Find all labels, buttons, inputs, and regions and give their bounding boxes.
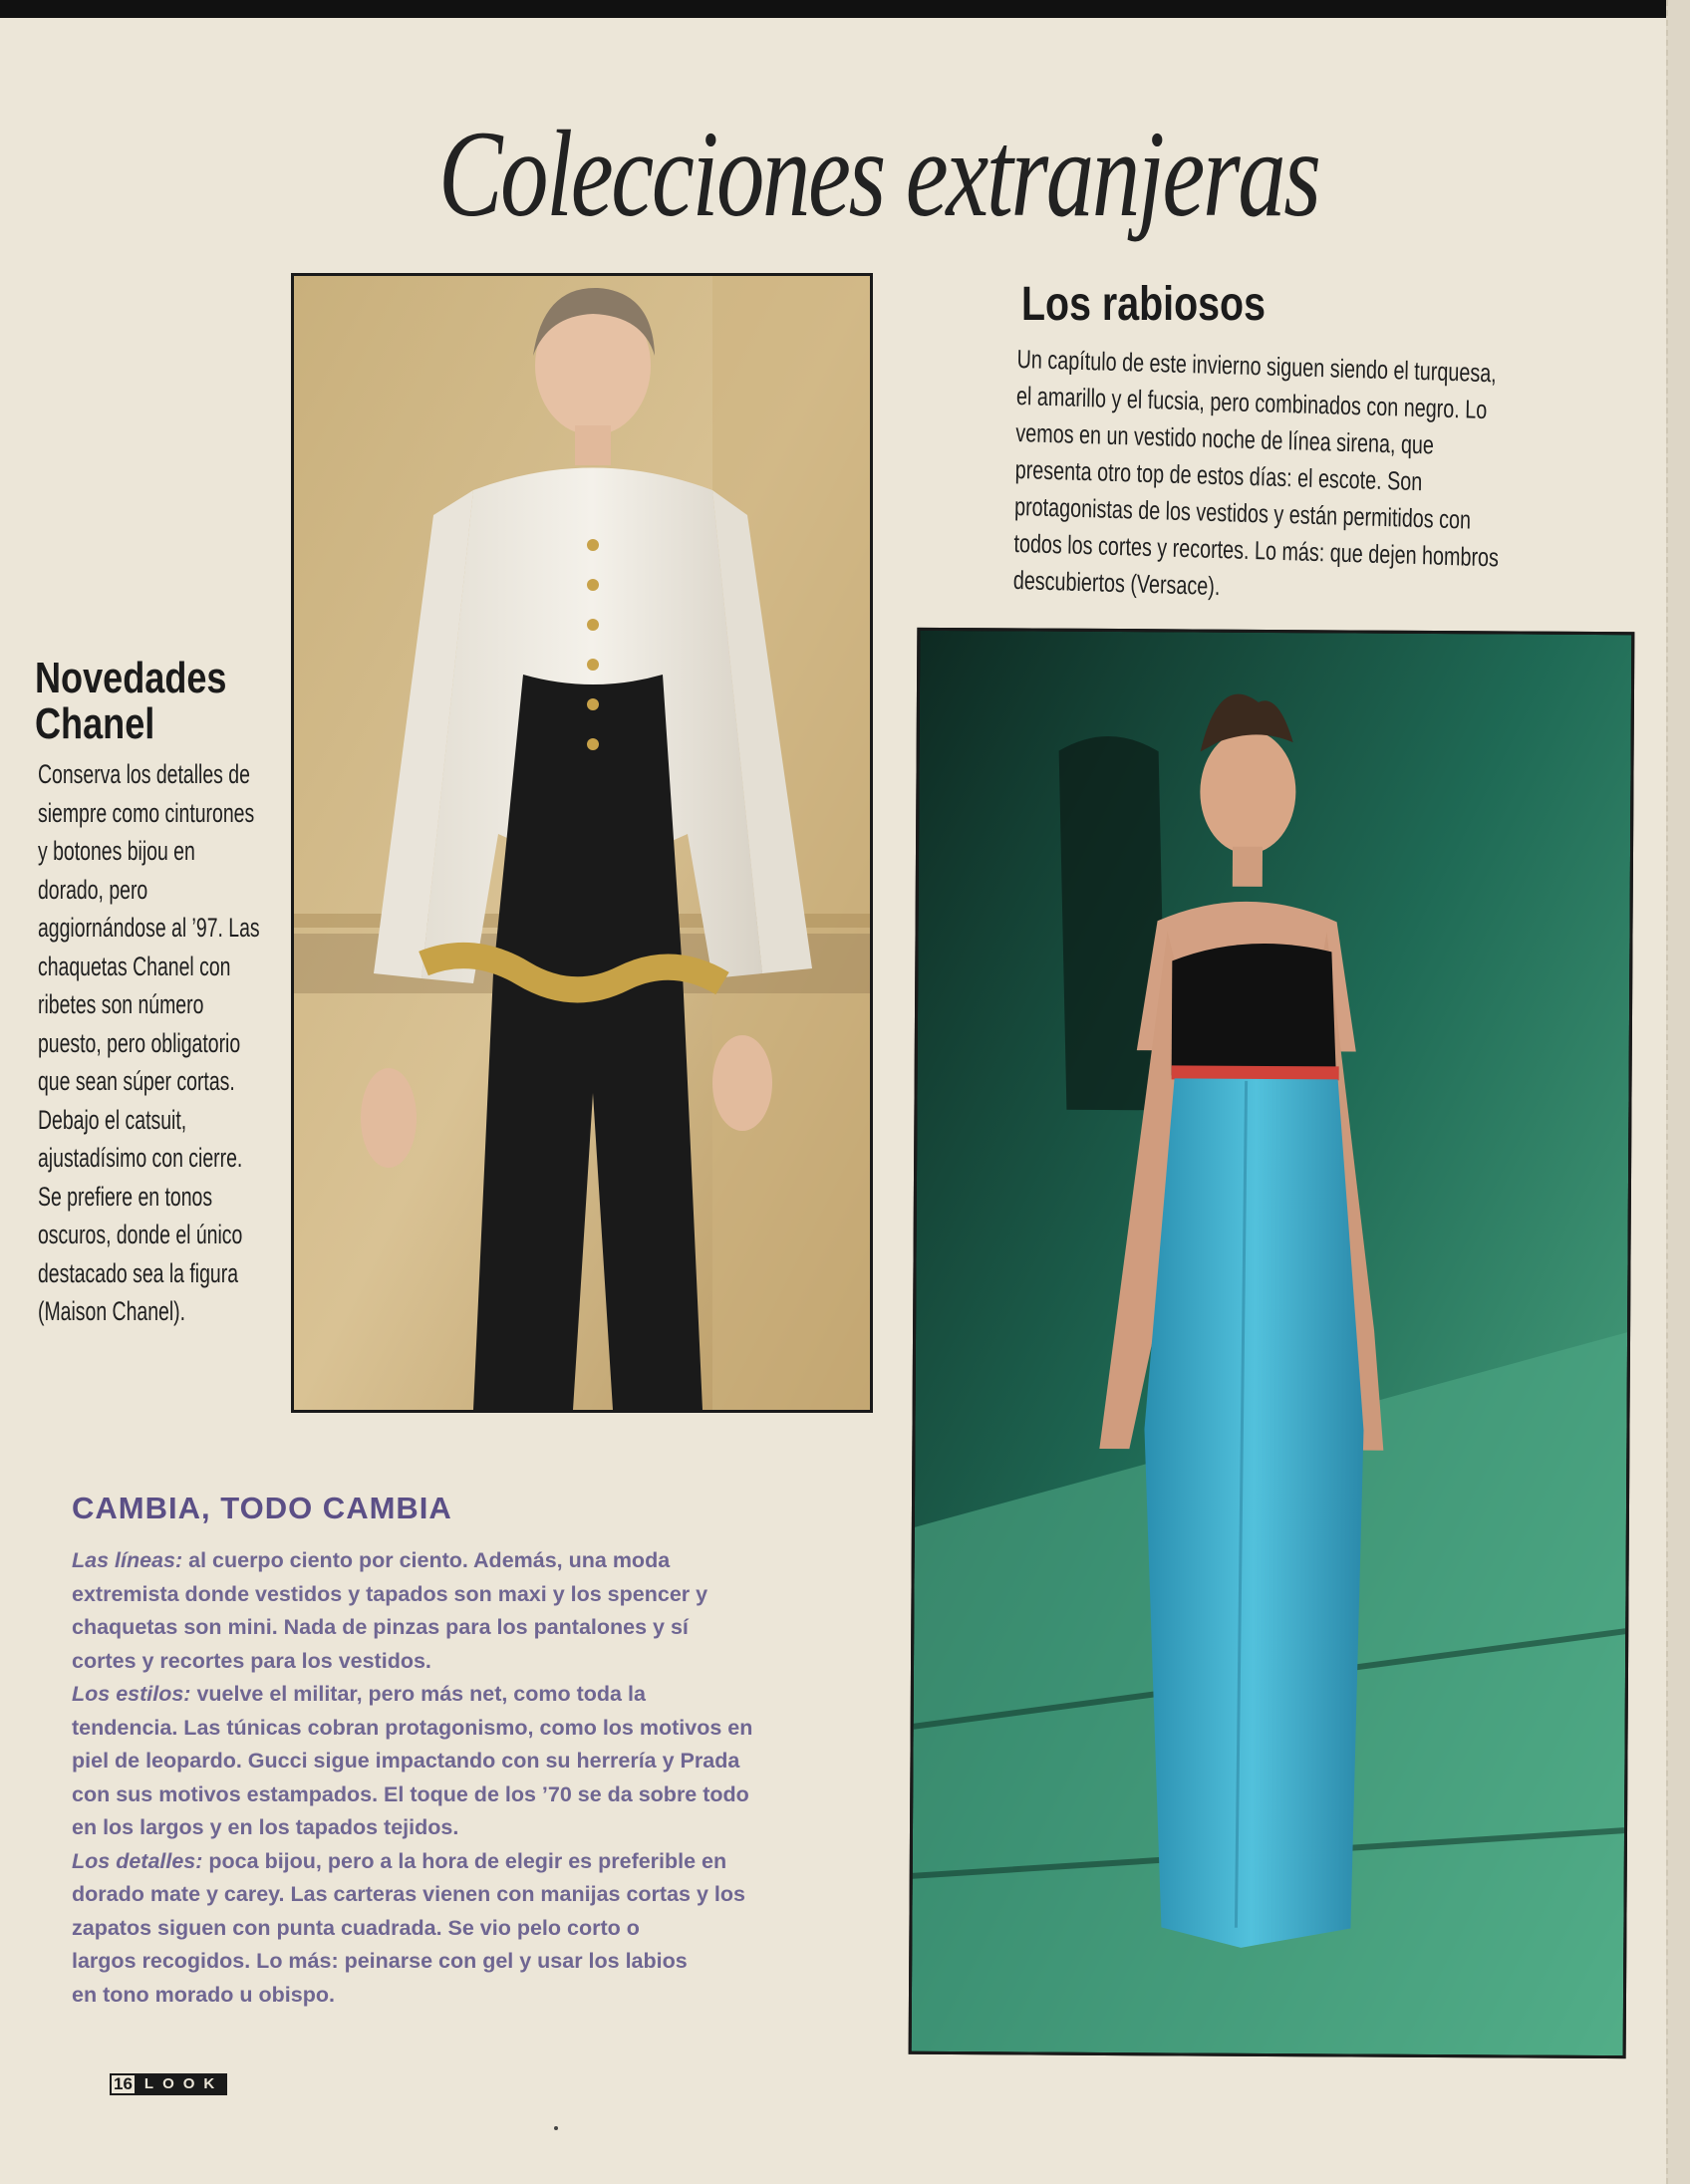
text-line — [72, 1845, 752, 1879]
text-line: vemos en un vestido noche de línea sirena, que — [1015, 416, 1435, 460]
text-line: Un capítulo de este invierno siguen siendo el turquesa, — [1016, 343, 1497, 389]
estilos-label: Los estilos: — [72, 1682, 191, 1706]
text-line: todos los cortes y recortes. Lo más: que dejen hombros — [1013, 527, 1500, 573]
cambia-text — [72, 1544, 752, 2012]
page-title: Colecciones extranjeras — [438, 106, 1319, 242]
chanel-photo — [291, 273, 873, 1413]
chanel-heading-line2: Chanel — [35, 699, 155, 748]
text-line: con sus motivos estampados. El toque de los ’70 se da sobre todo — [72, 1781, 749, 1806]
text-line: protagonistas de los vestidos y están permitidos con — [1013, 490, 1472, 535]
text-line: en los largos y en los tapados tejidos. — [72, 1815, 459, 1839]
text-line: en tono morado u obispo. — [72, 1982, 335, 2007]
text-line: y botones bijou en — [38, 836, 195, 866]
page-edge — [1666, 0, 1690, 2184]
page-footer — [110, 2072, 227, 2096]
text-line: extremista donde vestidos y tapados son maxi y los spencer y — [72, 1581, 708, 1606]
text-line: chaquetas son mini. Nada de pinzas para los pantalones y sí — [72, 1615, 689, 1639]
text-line: chaquetas Chanel con — [38, 951, 231, 981]
text-line — [72, 1544, 752, 1578]
text-line: descubiertos (Versace). — [1012, 564, 1221, 602]
text-line: Conserva los detalles de — [38, 759, 250, 789]
chanel-heading — [35, 656, 227, 747]
text-line: oscuros, donde el único — [38, 1220, 243, 1249]
line-text: vuelve el militar, pero más net, como toda la — [190, 1682, 646, 1706]
cambia-heading: CAMBIA, TODO CAMBIA — [72, 1491, 452, 1525]
text-line: (Maison Chanel). — [38, 1296, 186, 1326]
text-line: Se prefiere en tonos — [38, 1181, 213, 1212]
text-line: tendencia. Las túnicas cobran protagonismo, como los motivos en — [72, 1715, 753, 1740]
detalles-label: Los detalles: — [72, 1848, 203, 1873]
magazine-logo: LOOK — [137, 2073, 227, 2095]
text-line: ajustadísimo con cierre. — [38, 1143, 243, 1173]
text-line: aggiornándose al ’97. Las — [38, 913, 260, 943]
versace-photo — [909, 628, 1635, 2058]
text-line: ribetes son número — [38, 989, 204, 1019]
text-line: Debajo el catsuit, — [38, 1104, 187, 1135]
paper-speck — [554, 2126, 558, 2130]
text-line: cortes y recortes para los vestidos. — [72, 1648, 431, 1673]
lineas-label: Las líneas: — [72, 1548, 183, 1572]
text-line: puesto, pero obligatorio — [38, 1027, 241, 1058]
text-line: siempre como cinturones — [38, 797, 255, 828]
text-line — [72, 1678, 752, 1712]
rabiosos-heading: Los rabiosos — [1021, 278, 1266, 331]
text-line: piel de leopardo. Gucci sigue impactando con su herrería y Prada — [72, 1749, 740, 1773]
text-line: destacado sea la figura — [38, 1257, 239, 1288]
text-line: dorado mate y carey. Las carteras vienen con manijas cortas y los — [72, 1882, 745, 1906]
line-text: poca bijou, pero a la hora de elegir es preferible en — [202, 1848, 727, 1873]
line-text: al cuerpo ciento por ciento. Además, una moda — [182, 1548, 671, 1572]
rabiosos-text — [1013, 341, 1503, 613]
chanel-text — [38, 755, 260, 1331]
text-line: dorado, pero — [38, 874, 148, 905]
text-line: presenta otro top de estos días: el escote. Son — [1014, 453, 1423, 497]
text-line: que sean súper cortas. — [38, 1066, 235, 1096]
text-line: el amarillo y el fucsia, pero combinados con negro. Lo — [1015, 380, 1488, 425]
text-line: zapatos siguen con punta cuadrada. Se vio pelo corto o — [72, 1915, 640, 1940]
page-number: 16 — [110, 2073, 137, 2095]
text-line: largos recogidos. Lo más: peinarse con gel y usar los labios — [72, 1949, 688, 1973]
chanel-heading-line1: Novedades — [35, 654, 227, 702]
